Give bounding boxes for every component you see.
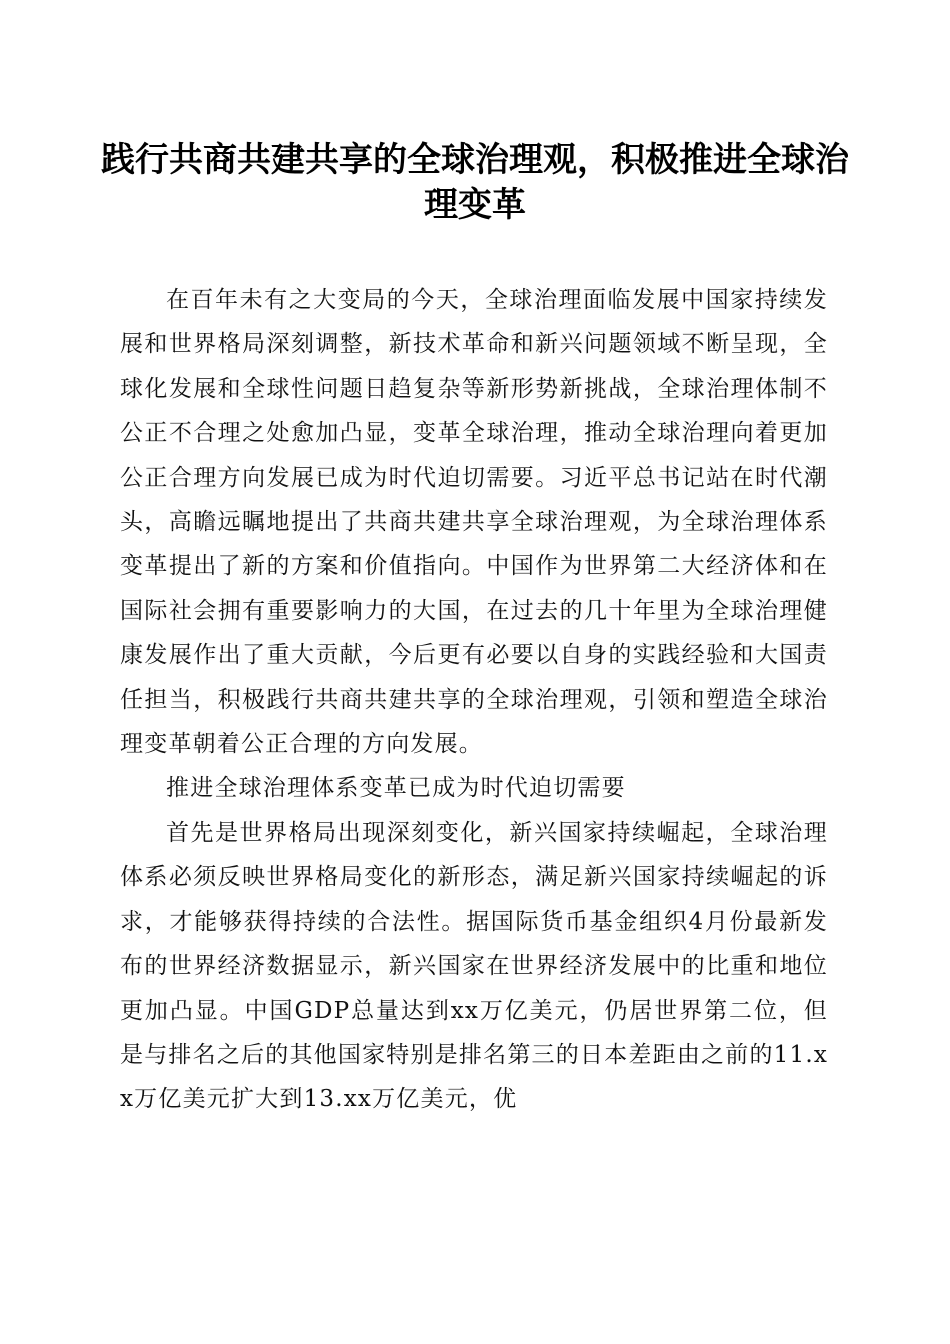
document-body xyxy=(120,278,828,1122)
paragraph-first-point: 首先是世界格局出现深刻变化，新兴国家持续崛起，全球治理体系必须反映世界格局变化的新形态，满足新兴国家持续崛起的诉求，才能够获得持续的合法性。据国际货币基金组织4月份最新发布的世界经济数据显示，新兴国家在世界经济发展中的比重和地位更加凸显。中国GDP总量达到xx万亿美元，仍居世界第二位，但是与排名之后的其他国家特别是排名第三的日本差距由之前的11.xx万亿美元扩大到13.xx万亿美元，优 xyxy=(120,819,828,1113)
document-title: 践行共商共建共享的全球治理观，积极推进全球治理变革 xyxy=(101,140,849,225)
section-heading: 推进全球治理体系变革已成为时代迫切需要 xyxy=(166,775,626,802)
paragraph-intro: 在百年未有之大变局的今天，全球治理面临发展中国家持续发展和世界格局深刻调整，新技术革命和新兴问题领域不断呈现，全球化发展和全球性问题日趋复杂等新形势新挑战，全球治理体制不公正不合理之处愈加凸显，变革全球治理，推动全球治理向着更加公正合理方向发展已成为时代迫切需要。习近平总书记站在时代潮头，高瞻远瞩地提出了共商共建共享全球治理观，为全球治理体系变革提出了新的方案和价值指向。中国作为世界第二大经济体和在国际社会拥有重要影响力的大国，在过去的几十年里为全球治理健康发展作出了重大贡献，今后更有必要以自身的实践经验和大国责任担当，积极践行共商共建共享的全球治理观，引领和塑造全球治理变革朝着公正合理的方向发展。 xyxy=(120,287,828,758)
